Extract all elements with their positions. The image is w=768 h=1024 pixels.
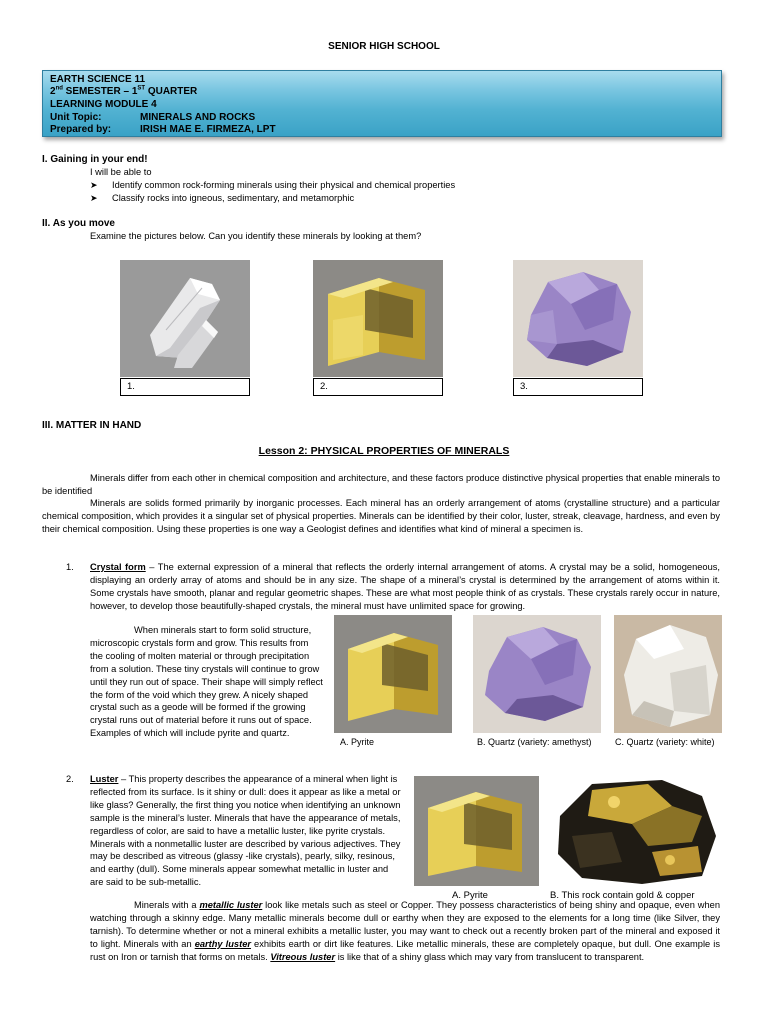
section1-intro: I will be able to: [90, 167, 152, 177]
term-vitreous-luster: Vitreous luster: [270, 951, 336, 962]
pyrite-photo-a: [334, 615, 452, 733]
section3-heading: III. MATTER IN HAND: [42, 420, 142, 431]
banner-module: LEARNING MODULE 4: [50, 99, 157, 110]
caption-pyrite-luster: A. Pyrite: [452, 890, 488, 901]
intro-paragraph-2: Minerals are solids formed primarily by inorganic processes. Each mineral has an orderly arrangement of atoms (crystalline structure) and a particular chemical composition, which provides it a singular set of physical properties. Minerals can be identified by their color, luster, streak, cleavage, hardness, and even by their chemical composition. Using these properties is one way a Geologist defines and identifies what kind of mineral a specimen is.: [42, 498, 720, 534]
banner-subject: EARTH SCIENCE 11: [50, 74, 146, 85]
quartz-crystal-photo: [120, 260, 250, 377]
answer-box-1[interactable]: 1.: [120, 378, 250, 396]
objective-bullet: ➤ Identify common rock-forming minerals using their physical and chemical properties: [90, 180, 456, 190]
item1-number: 1.: [66, 562, 74, 572]
metallic-luster-paragraph: Minerals with a metallic luster look like metals such as steel or Copper. They possess characteristics of being shiny and opaque, even when watching through a skinny edge. Many metallic minerals become dull or earthy when they are exposed to the elements for a long time (like Silver, they tarnish). To determine whether or not a mineral exhibits a metallic luster, you may want to check out a recently broken part of the mineral and exposed it to light. Minerals with an earthy luster exhibits earth or dirt like features. Like metallic minerals, these are completely opaque, but dull. One example is rust on Iron or tarnish that forms on metals. Vitreous luster is like that of a shiny glass which may vary from translucent to transparent.: [90, 900, 720, 962]
section1-heading: I. Gaining in your end!: [42, 154, 148, 165]
item2-paragraph: Luster – This property describes the appearance of a mineral when light is reflected from its surface. Is it shiny or dull: does it appear as like a metal or like glass? Generally, the first thing you notice when identifying an unknown sample is the mineral’s luster. Minerals that have the appearance of metals, regardless of color, are said to have a metallic luster, like pyrite crystals. Minerals with a nonmetallic luster are described by various adjectives. They may be described as vitreous (glassy -like crystals), pearly, silky, resinous, and earthy (dull). Some minerals appear somewhat metallic in luster and are said to be sub-metallic.: [90, 774, 401, 888]
term-earthy-luster: earthy luster: [194, 938, 251, 949]
item1-growth-paragraph: When minerals start to form solid structure, microscopic crystals form and grow. This results from the cooling of molten material or through precipitation from a solution. These tiny crystals will continue to grow until they run out of space. Their shape will simply reflect the form of the void which they grew. A nicely shaped crystal such as a geode will be formed if the growing crystal runs out of material before it runs out of space. Examples of which will include pyrite and quartz.: [90, 625, 323, 739]
caption-white-quartz: C. Quartz (variety: white): [615, 737, 715, 747]
pyrite-photo: [313, 260, 443, 377]
gold-copper-rock-photo: [552, 776, 722, 886]
white-quartz-photo: [614, 615, 722, 733]
answer-box-2[interactable]: 2.: [313, 378, 443, 396]
caption-amethyst: B. Quartz (variety: amethyst): [477, 737, 592, 747]
term-crystal-form: Crystal form: [90, 562, 146, 572]
intro-paragraph-1: Minerals differ from each other in chemical composition and architecture, and these factors produce distinctive physical properties that enable minerals to be identified: [42, 473, 720, 496]
answer-box-3[interactable]: 3.: [513, 378, 643, 396]
banner-semester: 2nd SEMESTER – 1ST QUARTER: [50, 85, 198, 97]
module-banner: [42, 70, 722, 137]
banner-prepared: Prepared by: IRISH MAE E. FIRMEZA, LPT: [50, 124, 276, 135]
section2-text: Examine the pictures below. Can you identify these minerals by looking at them?: [90, 231, 422, 241]
school-title: SENIOR HIGH SCHOOL: [328, 41, 440, 52]
amethyst-photo-b: [473, 615, 601, 733]
section2-heading: II. As you move: [42, 218, 115, 229]
caption-pyrite: A. Pyrite: [340, 737, 375, 747]
caption-gold-copper: B. This rock contain gold & copper: [550, 890, 695, 901]
banner-unit: Unit Topic: MINERALS AND ROCKS: [50, 112, 256, 123]
arrow-bullet-icon: ➤: [90, 193, 98, 203]
objective-bullet: ➤ Classify rocks into igneous, sedimentary, and metamorphic: [90, 193, 355, 203]
amethyst-photo: [513, 260, 643, 377]
pyrite-photo-luster: [414, 776, 539, 886]
term-metallic-luster: metallic luster: [199, 900, 263, 910]
arrow-bullet-icon: ➤: [90, 180, 98, 190]
lesson-title: Lesson 2: PHYSICAL PROPERTIES OF MINERALS: [258, 445, 510, 457]
item1-paragraph: Crystal form – The external expression of a mineral that reflects the orderly internal arrangement of atoms. A crystal may be a solid, homogeneous, displaying an orderly array of atoms and should be in any size. The shape of a mineral’s crystal is determined by the arrangement of atoms within it. Some crystals have smooth, planar and regular geometric shapes. These are what most people think of as crystals. These crystals rarely occur in nature, however, to develop those beautifully-shaped crystals, the mineral must have unlimited space for growing.: [90, 562, 720, 611]
term-luster: Luster: [90, 774, 119, 784]
item2-number: 2.: [66, 774, 74, 784]
